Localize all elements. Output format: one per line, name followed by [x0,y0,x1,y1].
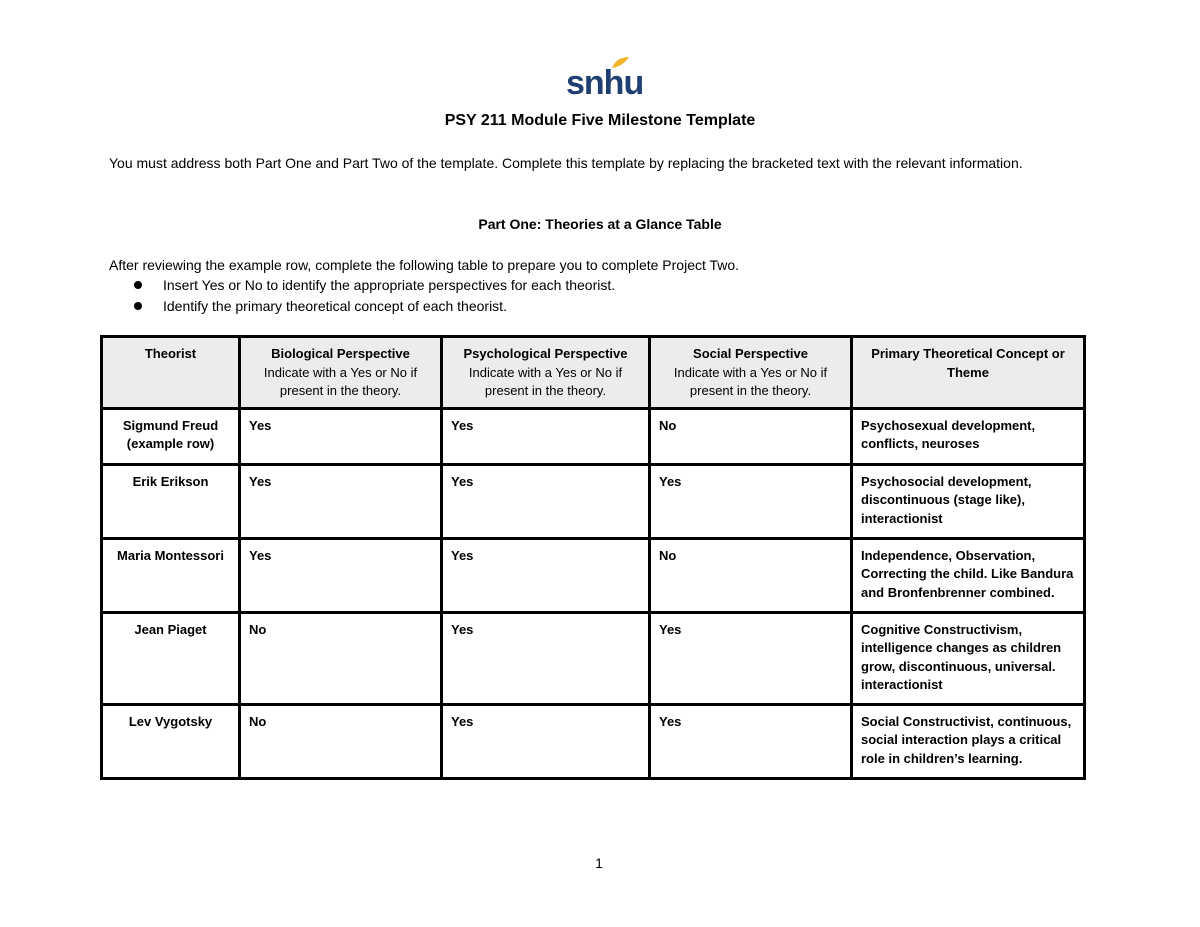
cell-theorist: Erik Erikson [102,464,240,538]
instruction-list [134,275,1034,317]
table-row [102,704,1085,778]
cell-psychological: Yes [442,704,650,778]
instruction-bullet-text: Identify the primary theoretical concept of each theorist. [163,298,507,314]
table-row [102,612,1085,704]
header-social-sub: Indicate with a Yes or No if present in the theory. [673,364,828,398]
cell-biological: No [240,704,442,778]
instruction-bullet [134,296,1034,317]
cell-psychological: Yes [442,408,650,464]
header-psychological [442,337,650,409]
document-title: PSY 211 Module Five Milestone Template [444,112,756,129]
cell-theorist: Sigmund Freud (example row) [102,408,240,464]
bullet-icon [134,281,142,289]
table-row [102,408,1085,464]
table-row [102,538,1085,612]
theories-table [100,335,1086,780]
cell-theorist: Maria Montessori [102,538,240,612]
logo-wordmark: snhu [566,64,644,102]
cell-concept: Social Constructivist, continuous, social interaction plays a critical role in children’s learning. [852,704,1085,778]
header-social-label: Social Perspective [693,346,808,361]
table-header-row [102,337,1085,409]
cell-concept: Psychosocial development, discontinuous (stage like), interactionist [852,464,1085,538]
cell-social: No [650,538,852,612]
cell-social: No [650,408,852,464]
intro-paragraph: You must address both Part One and Part Two of the template. Complete this template by replacing the bracketed text with the relevant information. [109,155,1023,171]
cell-concept: Psychosexual development, conflicts, neuroses [852,408,1085,464]
header-social [650,337,852,409]
page-number: 1 [595,855,603,871]
header-theorist [102,337,240,409]
cell-social: Yes [650,612,852,704]
cell-concept: Cognitive Constructivism, intelligence changes as children grow, discontinuous, universal. interactionist [852,612,1085,704]
cell-concept: Independence, Observation, Correcting the child. Like Bandura and Bronfenbrenner combined. [852,538,1085,612]
header-biological-label: Biological Perspective [271,346,410,361]
cell-psychological: Yes [442,464,650,538]
header-psychological-sub: Indicate with a Yes or No if present in the theory. [468,364,623,398]
header-biological [240,337,442,409]
cell-psychological: Yes [442,538,650,612]
cell-biological: Yes [240,408,442,464]
header-psychological-label: Psychological Perspective [463,346,628,361]
header-theorist-label: Theorist [144,346,197,361]
cell-theorist: Jean Piaget [102,612,240,704]
cell-biological: Yes [240,464,442,538]
cell-social: Yes [650,704,852,778]
leaf-icon [610,56,630,70]
table-row [102,464,1085,538]
instruction-bullet-text: Insert Yes or No to identify the appropriate perspectives for each theorist. [163,277,616,293]
bullet-icon [134,302,142,310]
cell-theorist: Lev Vygotsky [102,704,240,778]
cell-psychological: Yes [442,612,650,704]
cell-biological: Yes [240,538,442,612]
header-biological-sub: Indicate with a Yes or No if present in the theory. [263,364,418,398]
header-concept [852,337,1085,409]
header-concept-label: Primary Theoretical Concept or Theme [871,346,1065,380]
cell-social: Yes [650,464,852,538]
part-one-heading: Part One: Theories at a Glance Table [478,216,722,232]
instruction-bullet [134,275,1034,296]
instructions-paragraph: After reviewing the example row, complete the following table to prepare you to complete Project Two. [109,257,740,273]
snhu-logo [562,56,644,104]
cell-biological: No [240,612,442,704]
